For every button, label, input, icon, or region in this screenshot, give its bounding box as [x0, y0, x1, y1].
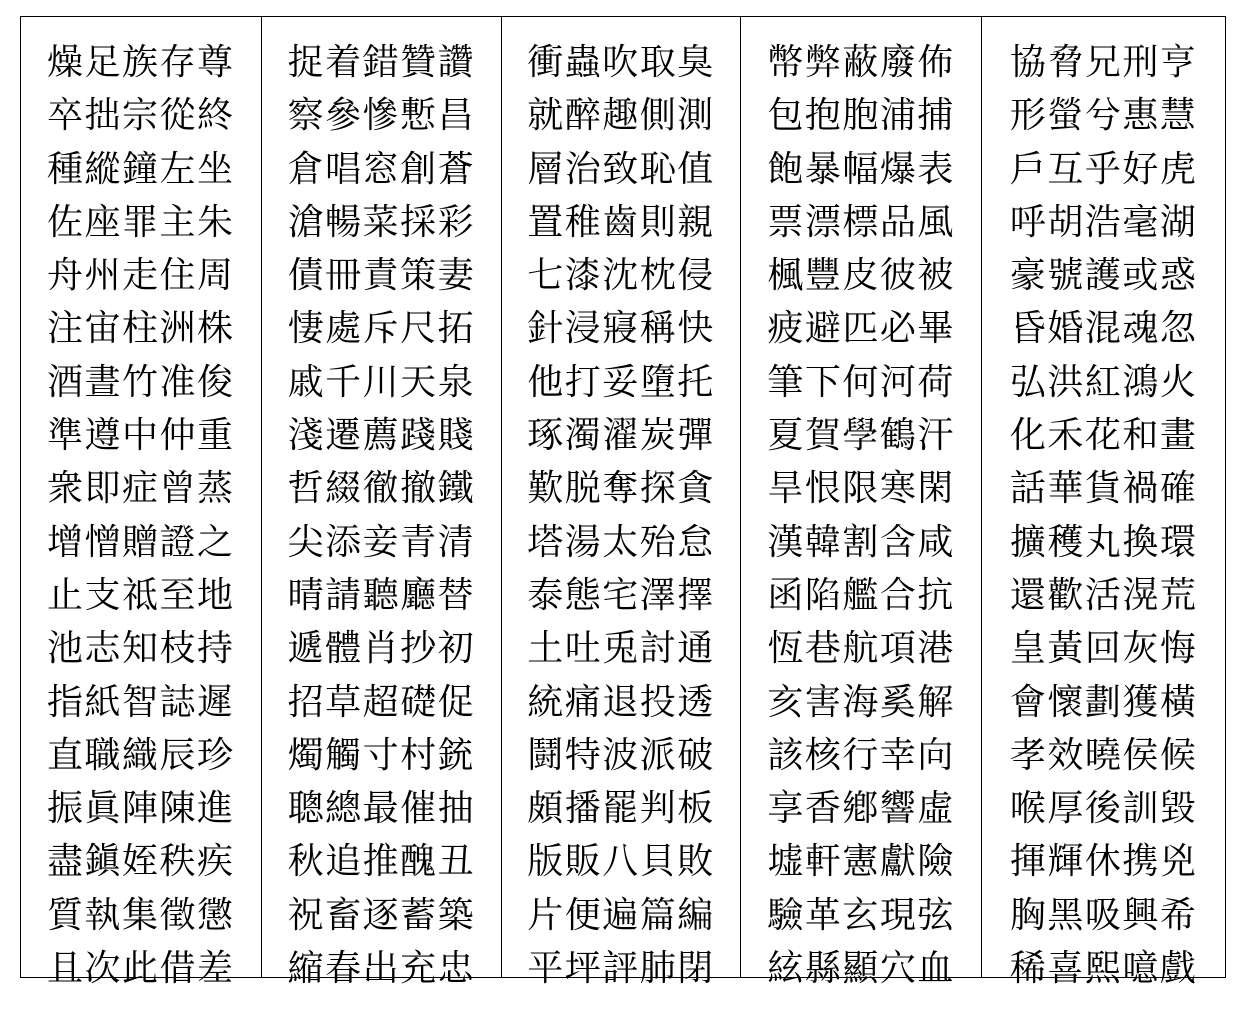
- table-row: 稀喜熙噫戲: [1009, 948, 1198, 990]
- table-row: 飽暴幅爆表: [767, 148, 955, 190]
- table-row: 函陷艦合抗: [767, 574, 955, 616]
- table-row: 察參慘慙昌: [287, 95, 476, 137]
- table-row: 琢濁濯炭彈: [527, 415, 715, 457]
- table-column: [262, 17, 503, 990]
- table-row: 戶互乎好虎: [1009, 148, 1198, 190]
- table-row: 就醉趣側測: [527, 95, 715, 137]
- table-row: 直職織辰珍: [47, 734, 235, 776]
- table-column: [741, 17, 983, 990]
- table-row: 弘洪紅鴻火: [1009, 361, 1198, 403]
- table-row: 喉厚後訓毀: [1009, 788, 1198, 830]
- table-row: 片便遍篇編: [527, 894, 715, 936]
- table-row: 尖添妾青清: [287, 521, 476, 563]
- table-row: 針浸寢稱快: [527, 308, 715, 350]
- table-row: 燭觸寸村銃: [287, 734, 476, 776]
- table-row: 酒晝竹准俊: [47, 361, 235, 403]
- table-row: 佐座罪主朱: [47, 201, 235, 243]
- table-row: 驗革玄現弦: [767, 894, 955, 936]
- table-row: 置稚齒則親: [527, 201, 715, 243]
- table-row: 縮春出充忠: [287, 948, 476, 990]
- table-row: 還歡活滉荒: [1009, 574, 1198, 616]
- table-row: 揮輝休携兇: [1009, 841, 1198, 883]
- character-table: [20, 16, 1226, 990]
- table-row: 祝畜逐蓄築: [287, 894, 476, 936]
- table-row: 止支祗至地: [47, 574, 235, 616]
- table-row: 哲綴徹撤鐵: [287, 468, 476, 510]
- table-row: 協脅兄刑亨: [1009, 42, 1198, 83]
- table-row: 包抱胞浦捕: [767, 95, 955, 137]
- table-row: 恆巷航項港: [767, 628, 955, 670]
- table-row: 他打妥墮托: [527, 361, 715, 403]
- table-row: 卒拙宗從終: [47, 95, 235, 137]
- table-row: 指紙智誌遲: [47, 681, 235, 723]
- table-row: 擴穫丸換環: [1009, 521, 1198, 563]
- table-row: 七漆沈枕侵: [527, 255, 715, 297]
- table-row: 胸黑吸興希: [1009, 894, 1198, 936]
- table-row: 遞體肖抄初: [287, 628, 476, 670]
- table-row: 聰總最催抽: [287, 788, 476, 830]
- table-row: 淺遷薦踐賤: [287, 415, 476, 457]
- table-row: 享香鄕響虛: [767, 788, 955, 830]
- table-row: 種縱鐘左坐: [47, 148, 235, 190]
- table-row: 土吐兎討通: [527, 628, 715, 670]
- table-row: 鬪特波派破: [527, 734, 715, 776]
- table-row: 增憎贈證之: [47, 521, 235, 563]
- table-row: 泰態宅澤擇: [527, 574, 715, 616]
- table-row: 招草超礎促: [287, 681, 476, 723]
- table-row: 衆即症曾蒸: [47, 468, 235, 510]
- table-row: 債冊責策妻: [287, 255, 476, 297]
- table-row: 秋追推醜丑: [287, 841, 476, 883]
- table-row: 呼胡浩毫湖: [1009, 201, 1198, 243]
- table-row: 版販八貝敗: [527, 841, 715, 883]
- table-row: 層治致恥值: [527, 148, 715, 190]
- table-row: 準遵中仲重: [47, 415, 235, 457]
- table-row: 漢韓割含咸: [767, 521, 955, 563]
- table-row: 平坪評肺閉: [527, 948, 715, 990]
- table-row: 盡鎭姪秩疾: [47, 841, 235, 883]
- table-row: 話華貨禍確: [1009, 468, 1198, 510]
- table-row: 墟軒憲獻險: [767, 841, 955, 883]
- table-row: 燥足族存尊: [47, 42, 235, 83]
- table-row: 倉唱窓創蒼: [287, 148, 476, 190]
- table-row: 會懷劃獲橫: [1009, 681, 1198, 723]
- table-row: 疲避匹必畢: [767, 308, 955, 350]
- table-row: 衝蟲吹取臭: [527, 42, 715, 83]
- table-row: 晴請聽廳替: [287, 574, 476, 616]
- table-row: 票漂標品風: [767, 201, 955, 243]
- table-row: 旱恨限寒閑: [767, 468, 955, 510]
- table-row: 楓豐皮彼被: [767, 255, 955, 297]
- table-row: 豪號護或惑: [1009, 255, 1198, 297]
- table-row: 亥害海奚解: [767, 681, 955, 723]
- table-row: 舟州走住周: [47, 255, 235, 297]
- table-row: 注宙柱洲株: [47, 308, 235, 350]
- table-row: 皇黃回灰悔: [1009, 628, 1198, 670]
- table-row: 昏婚混魂忽: [1009, 308, 1198, 350]
- table-column: [502, 17, 741, 990]
- table-column: [982, 17, 1225, 990]
- table-row: 孝效曉侯候: [1009, 734, 1198, 776]
- table-row: 形螢兮惠慧: [1009, 95, 1198, 137]
- table-row: 捉着錯贊讚: [287, 42, 476, 83]
- table-row: 質執集徵懲: [47, 894, 235, 936]
- table-row: 絃縣顯穴血: [767, 948, 955, 990]
- table-row: 頗播罷判板: [527, 788, 715, 830]
- table-row: 統痛退投透: [527, 681, 715, 723]
- table-row: 歎脱奪探貪: [527, 468, 715, 510]
- table-row: 幣弊蔽廢佈: [767, 42, 955, 83]
- table-row: 夏賀學鶴汗: [767, 415, 955, 457]
- table-row: 池志知枝持: [47, 628, 235, 670]
- table-row: 悽處斥尺拓: [287, 308, 476, 350]
- table-row: 該核行幸向: [767, 734, 955, 776]
- table-row: 振眞陣陳進: [47, 788, 235, 830]
- table-row: 戚千川天泉: [287, 361, 476, 403]
- table-row: 且次此借差: [47, 948, 235, 990]
- table-row: 筆下何河荷: [767, 361, 955, 403]
- table-row: 滄暢菜採彩: [287, 201, 476, 243]
- table-column: [21, 17, 262, 990]
- table-row: 塔湯太殆怠: [527, 521, 715, 563]
- table-row: 化禾花和畫: [1009, 415, 1198, 457]
